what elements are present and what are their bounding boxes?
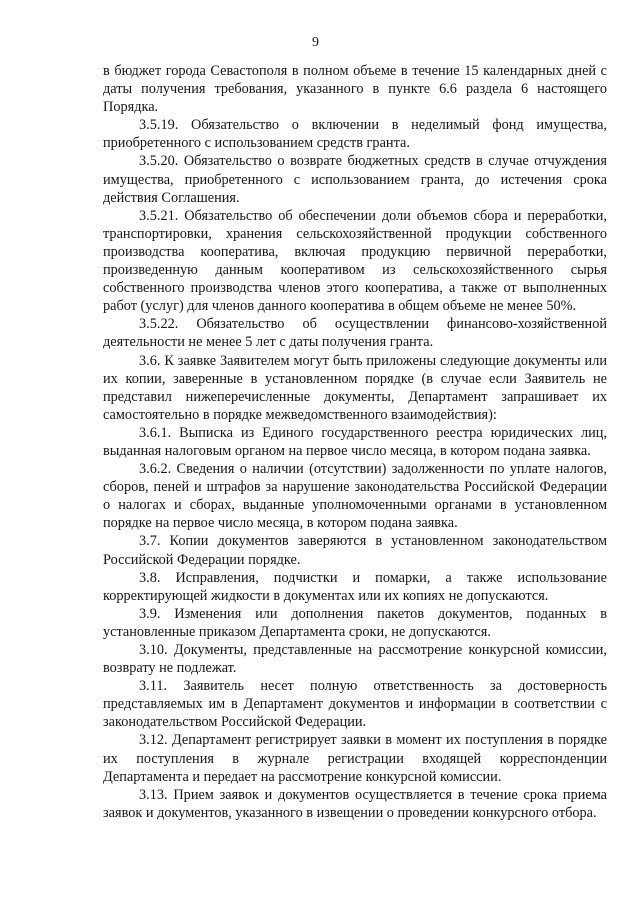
- paragraph-3-6: 3.6. К заявке Заявителем могут быть приложены следующие документы или их копии, заверенные в установленном порядке (в случае если Заявитель не представил нижеперечисленные документы, Департамент запрашивает их самостоятельно в порядке межведомственного взаимодействия):: [103, 352, 607, 423]
- page-number: 9: [312, 35, 319, 50]
- paragraph-3-5-19: 3.5.19. Обязательство о включении в неделимый фонд имущества, приобретенного с использованием средств гранта.: [103, 117, 607, 152]
- paragraph-3-13: 3.13. Прием заявок и документов осуществляется в течение срока приема заявок и документов, указанного в извещении о проведении конкурсного отбора.: [103, 786, 607, 821]
- paragraph-continuation: в бюджет города Севастополя в полном объеме в течение 15 календарных дней с даты получения требования, указанного в пункте 6.6 раздела 6 настоящего Порядка.: [103, 63, 607, 116]
- paragraph-3-12: 3.12. Департамент регистрирует заявки в момент их поступления в порядке их поступления в журнале регистрации входящей корреспонденции Департамента и передает на рассмотрение конкурсной комиссии.: [103, 732, 607, 785]
- paragraph-3-11: 3.11. Заявитель несет полную ответственность за достоверность представляемых им в Департамент документов и информации в соответствии с законодательством Российской Федерации.: [103, 678, 607, 731]
- paragraph-3-7: 3.7. Копии документов заверяются в установленном законодательством Российской Федерации порядке.: [103, 533, 607, 568]
- paragraph-3-5-22: 3.5.22. Обязательство об осуществлении финансово-хозяйственной деятельности не менее 5 лет с даты получения гранта.: [103, 316, 607, 351]
- paragraph-3-5-20: 3.5.20. Обязательство о возврате бюджетных средств в случае отчуждения имущества, приобретенного с использованием гранта, до истечения срока действия Соглашения.: [103, 153, 607, 206]
- document-body: [103, 62, 607, 822]
- paragraph-3-10: 3.10. Документы, представленные на рассмотрение конкурсной комиссии, возврату не подлежат.: [103, 642, 607, 677]
- paragraph-3-9: 3.9. Изменения или дополнения пакетов документов, поданных в установленные приказом Департамента сроки, не допускаются.: [103, 605, 607, 640]
- paragraph-3-8: 3.8. Исправления, подчистки и помарки, а также использование корректирующей жидкости в документах или их копиях не допускаются.: [103, 569, 607, 604]
- paragraph-3-6-2: 3.6.2. Сведения о наличии (отсутствии) задолженности по уплате налогов, сборов, пеней и штрафов за нарушение законодательства Российской Федерации о налогах и сборах, выданные уполномоченными органами в установленном порядке на первое число месяца, в котором подана заявка.: [103, 461, 607, 532]
- paragraph-3-6-1: 3.6.1. Выписка из Единого государственного реестра юридических лиц, выданная налоговым органом на первое число месяца, в котором подана заявка.: [103, 424, 607, 459]
- paragraph-3-5-21: 3.5.21. Обязательство об обеспечении доли объемов сбора и переработки, транспортировки, хранения сельскохозяйственной продукции собственного производства кооператива, включая продукцию первичной переработки, произведенную данным кооперативом из сельскохозяйственного сырья собственного производства членов этого кооператива, а также от выполненных работ (услуг) для членов данного кооператива в общем объеме не менее 50%.: [103, 207, 607, 315]
